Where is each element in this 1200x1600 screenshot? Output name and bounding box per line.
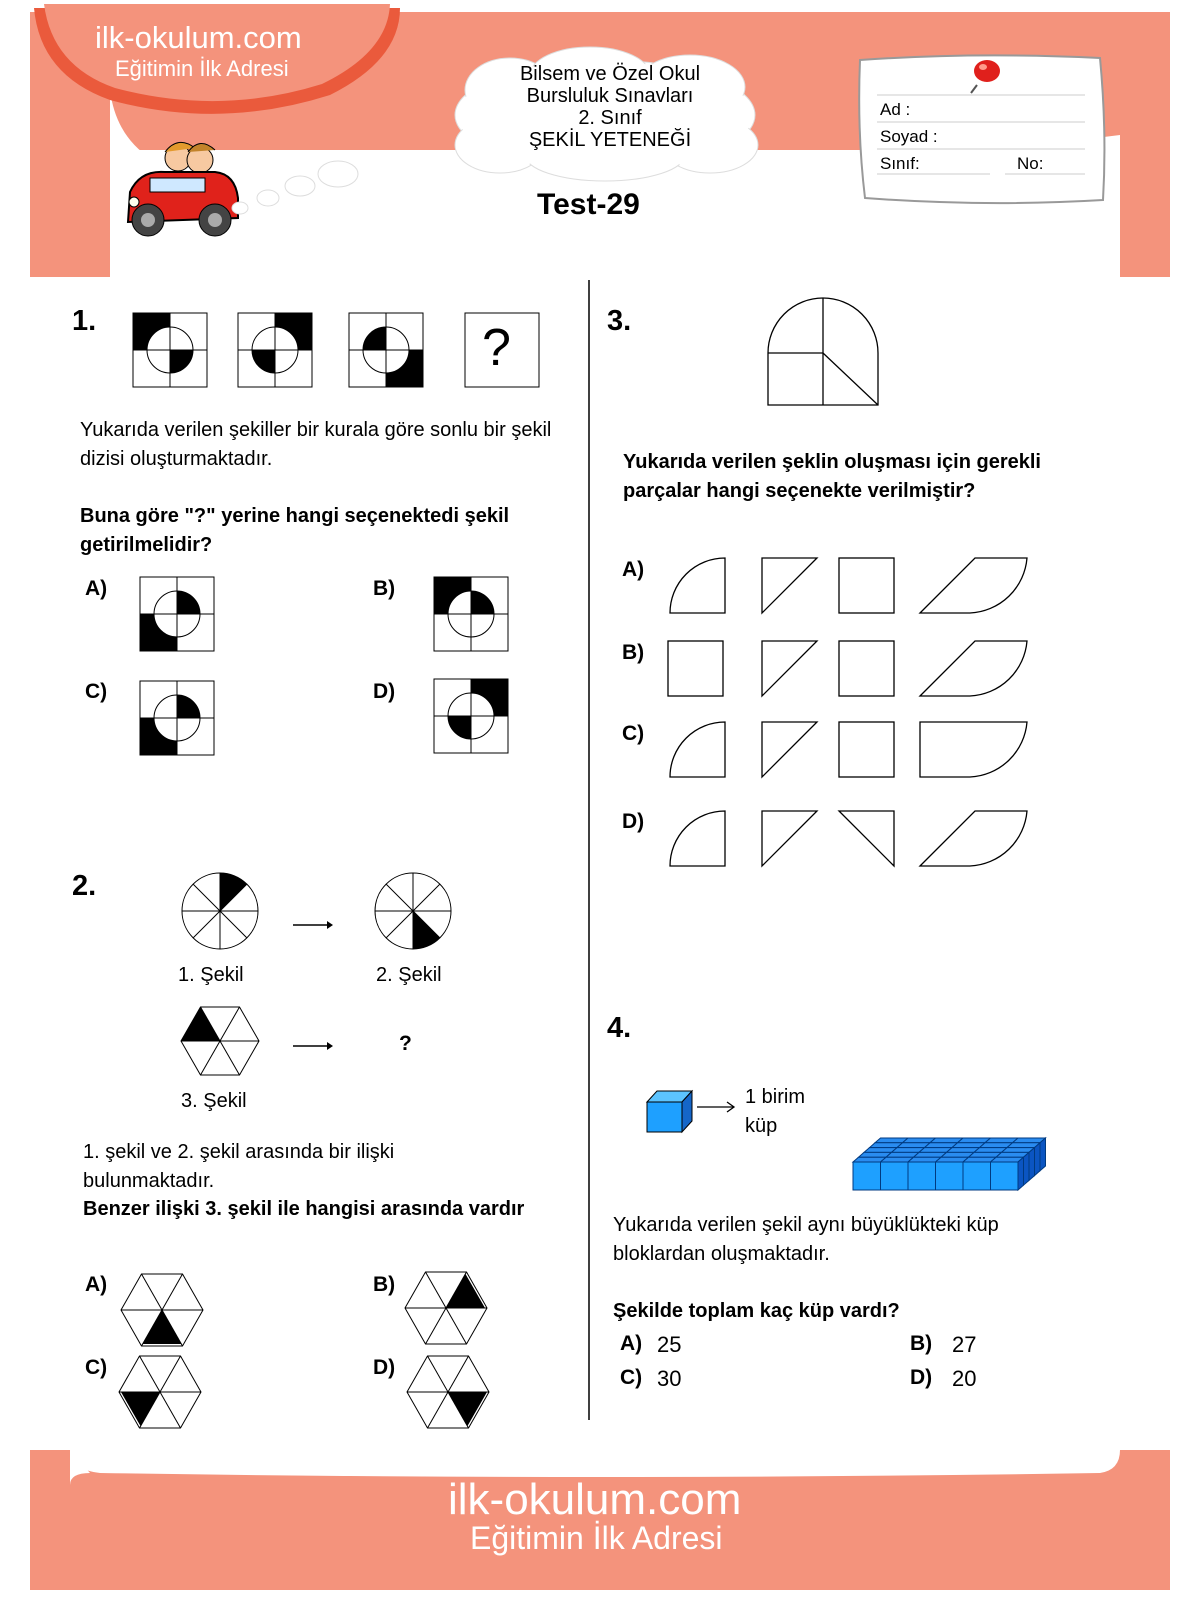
q1-question: Buna göre "?" yerine hangi seçenektedi şekil getirilmelidir? xyxy=(80,505,510,556)
cube-side-face xyxy=(1035,1143,1041,1176)
q4-answer-b-value: 27 xyxy=(952,1332,977,1357)
q2-figure-2-label: 2. Şekil xyxy=(376,964,442,986)
cloud-line-1: Bilsem ve Özel Okul xyxy=(519,63,701,85)
cube-front-face xyxy=(963,1162,991,1190)
test-title: Test-29 xyxy=(537,188,640,221)
cube-side-face xyxy=(1024,1152,1030,1185)
q1-option-c-figure xyxy=(140,681,214,755)
thought-bubbles xyxy=(230,150,360,220)
q2-figure-1-label: 1. Şekil xyxy=(178,964,244,986)
q3-d-triangle-2 xyxy=(839,811,894,866)
form-surname-label: Soyad : xyxy=(880,127,938,146)
unit-cube-label-1: 1 birim xyxy=(745,1086,806,1108)
q3-question: Yukarıda verilen şeklin oluşması için gerekli parçalar hangi seçenekte verilmiştir? xyxy=(623,451,1041,502)
cube-slab-figure xyxy=(850,1090,1080,1195)
cloud-title-text xyxy=(480,63,740,151)
q3-a-quarter-circle xyxy=(670,558,725,613)
q4-answer-d-value: 20 xyxy=(952,1366,977,1391)
q2-option-a-label[interactable]: A) xyxy=(85,1273,108,1296)
arrow-icon xyxy=(695,1100,740,1114)
q3-option-c-label[interactable]: C) xyxy=(622,722,645,745)
cube-side-face xyxy=(1018,1157,1024,1190)
q2-options-figures xyxy=(118,1270,498,1435)
unit-cube-icon xyxy=(645,1088,700,1138)
column-divider xyxy=(588,280,592,1420)
q2-option-d-label[interactable]: D) xyxy=(373,1356,396,1379)
cube-front-face xyxy=(936,1162,964,1190)
q4-answer-c-label[interactable]: C) xyxy=(620,1366,643,1389)
cube-side-face xyxy=(1040,1138,1046,1171)
form-class-label: Sınıf: xyxy=(880,154,920,173)
q4-answer-d-label[interactable]: D) xyxy=(910,1366,933,1389)
q2-text: 1. şekil ve 2. şekil arasında bir ilişki bulunmaktadır. xyxy=(83,1141,395,1192)
q2-option-d-figure xyxy=(407,1356,489,1428)
q2-option-c-label[interactable]: C) xyxy=(85,1356,108,1379)
q4-answer-a-label[interactable]: A) xyxy=(620,1332,643,1355)
q3-d-triangle xyxy=(762,811,817,866)
q3-d-quarter-circle xyxy=(670,811,725,866)
q1-missing-mark: ? xyxy=(482,319,511,377)
q1-option-d-label[interactable]: D) xyxy=(373,680,396,703)
header-tagline: Eğitimin İlk Adresi xyxy=(115,56,289,81)
cube-side-face xyxy=(1029,1148,1035,1181)
cloud-line-4: ŞEKİL YETENEĞİ xyxy=(528,129,692,151)
q3-c-quarter-circle xyxy=(670,722,725,777)
q3-a-triangle xyxy=(762,558,817,613)
q1-option-b-label[interactable]: B) xyxy=(373,577,396,600)
q4-answer-a-value: 25 xyxy=(657,1332,682,1357)
q3-b-square-1 xyxy=(668,641,723,696)
q2-missing-mark: ? xyxy=(399,1032,412,1055)
q2-number: 2. xyxy=(72,870,97,902)
q2-option-c-figure xyxy=(119,1356,201,1428)
q3-c-half-dome xyxy=(920,722,1027,777)
q4-question: Şekilde toplam kaç küp vardı? xyxy=(613,1300,900,1322)
q3-option-d-label[interactable]: D) xyxy=(622,810,645,833)
q2-question: Benzer ilişki 3. şekil ile hangisi arasında vardır xyxy=(83,1198,525,1220)
q1-option-a-figure xyxy=(140,577,214,651)
q3-a-leaf xyxy=(920,558,1027,613)
cube-front-face xyxy=(908,1162,936,1190)
q3-option-a-label[interactable]: A) xyxy=(622,558,645,581)
q1-option-d-figure xyxy=(434,679,508,753)
q2-option-a-figure xyxy=(121,1274,203,1346)
q4-answer-b-label[interactable]: B) xyxy=(910,1332,933,1355)
header-site-name: ilk-okulum.com xyxy=(95,20,302,55)
q2-option-b-label[interactable]: B) xyxy=(373,1273,396,1296)
q3-c-triangle xyxy=(762,722,817,777)
q3-options-figures xyxy=(665,555,1035,875)
q3-target-shape xyxy=(765,295,885,415)
q4-answer-c-value: 30 xyxy=(657,1366,682,1391)
q1-text: Yukarıda verilen şekiller bir kurala göre sonlu bir şekil dizisi oluşturmaktadır. xyxy=(80,419,552,470)
cloud-line-3: 2. Sınıf xyxy=(578,107,642,129)
q1-option-c-label[interactable]: C) xyxy=(85,680,108,703)
cube-front-face xyxy=(991,1162,1019,1190)
q1-option-a-label[interactable]: A) xyxy=(85,577,108,600)
q3-b-leaf xyxy=(920,641,1027,696)
unit-cube-label-2: küp xyxy=(745,1115,778,1137)
q4-text: Yukarıda verilen şekil aynı büyüklükteki küp bloklardan oluşmaktadır. xyxy=(613,1214,999,1265)
form-no-label: No: xyxy=(1017,154,1044,173)
cloud-line-2: Bursluluk Sınavları xyxy=(526,85,694,107)
q3-b-triangle xyxy=(762,641,817,696)
q3-b-square-2 xyxy=(839,641,894,696)
q3-a-square xyxy=(839,558,894,613)
footer-site-name: ilk-okulum.com xyxy=(448,1475,742,1524)
cube-front-face xyxy=(881,1162,909,1190)
q1-option-b-figure xyxy=(434,577,508,651)
pushpin-icon xyxy=(965,55,1005,95)
q3-option-b-label[interactable]: B) xyxy=(622,641,645,664)
q3-number: 3. xyxy=(607,305,632,337)
q2-option-b-figure xyxy=(405,1272,487,1344)
q1-options-figures xyxy=(138,575,513,760)
footer-tagline: Eğitimin İlk Adresi xyxy=(470,1520,723,1556)
q2-figure-3-label: 3. Şekil xyxy=(181,1090,247,1112)
q1-number: 1. xyxy=(72,305,97,337)
q3-d-leaf xyxy=(920,811,1027,866)
q3-c-square xyxy=(839,722,894,777)
cube-front-face xyxy=(853,1162,881,1190)
form-name-label: Ad : xyxy=(880,100,911,119)
q4-number: 4. xyxy=(607,1012,632,1044)
